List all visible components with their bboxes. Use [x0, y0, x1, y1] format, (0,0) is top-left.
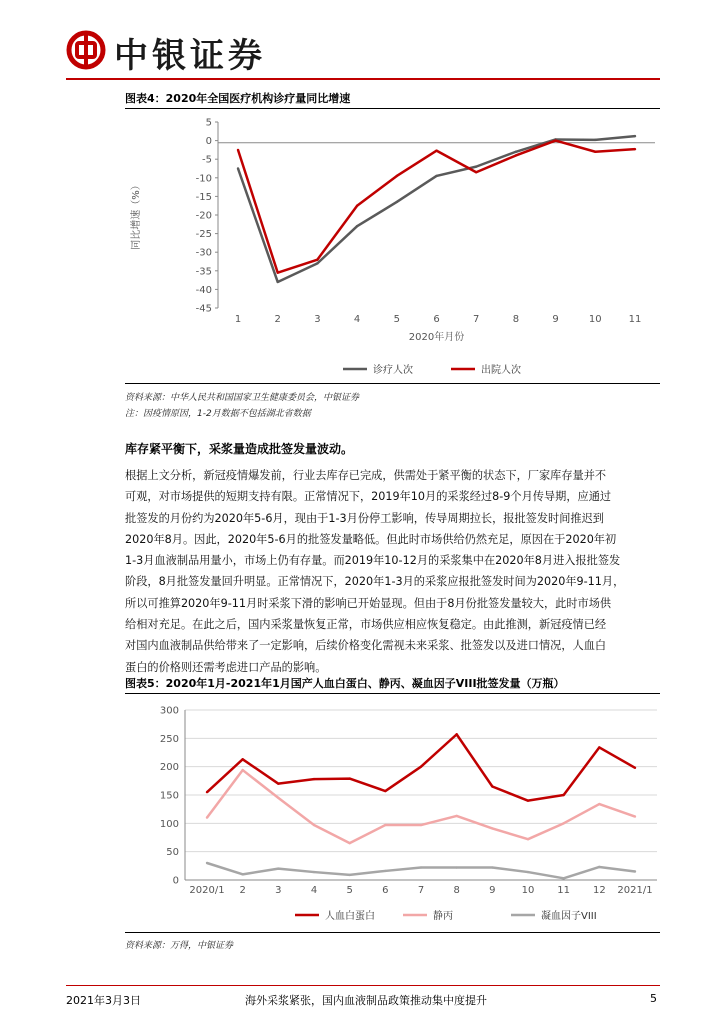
data-point: [241, 769, 243, 771]
legend-label: 凝血因子VIII: [541, 911, 597, 922]
y-tick-label: 0: [205, 136, 212, 148]
x-tick-label: 8: [512, 314, 520, 325]
y-tick-label: -40: [195, 284, 212, 296]
y-tick-label: -35: [195, 266, 212, 278]
data-point: [475, 171, 477, 173]
series-line-1: [238, 141, 635, 273]
x-tick-label: 2: [274, 314, 281, 325]
x-tick-label: 7: [417, 885, 425, 896]
data-point: [313, 778, 315, 780]
data-point: [475, 165, 477, 167]
x-tick-label: 6: [433, 314, 440, 325]
chart5-bottom-rule: [125, 932, 660, 933]
data-point: [527, 871, 529, 873]
data-point: [313, 824, 315, 826]
data-point: [634, 148, 636, 150]
data-point: [515, 151, 517, 153]
bank-logo: [66, 30, 106, 70]
data-point: [277, 797, 279, 799]
footer-report-title: 海外采浆紧张，国内血液制品政策推动集中度提升: [245, 994, 487, 1007]
data-point: [491, 827, 493, 829]
paragraph-line: 根据上文分析，新冠疫情爆发前，行业去库存已完成，供需处于紧平衡的状态下，厂家库存量并不: [125, 469, 607, 482]
x-tick-label: 2020/1: [189, 885, 225, 896]
data-point: [562, 877, 564, 879]
data-point: [277, 271, 279, 273]
x-tick-label: 3: [275, 885, 282, 896]
data-point: [206, 862, 208, 864]
data-point: [277, 782, 279, 784]
data-point: [348, 874, 350, 876]
y-tick-label: -15: [195, 191, 212, 203]
chart5-svg: [125, 697, 665, 932]
chart5-title: 图表5：2020年1月-2021年1月国产人血白蛋白、静丙、凝血因子VIII批签发量（万瓶）: [125, 677, 565, 690]
data-point: [277, 867, 279, 869]
y-tick-label: -10: [195, 173, 212, 185]
data-point: [455, 815, 457, 817]
data-point: [420, 824, 422, 826]
y-tick-label: -45: [195, 303, 212, 315]
y-tick-label: 0: [172, 875, 179, 887]
data-point: [237, 167, 239, 169]
y-tick-label: 50: [166, 847, 179, 859]
x-tick-label: 11: [628, 314, 642, 325]
data-point: [491, 866, 493, 868]
paragraph-line: 蛋白的价格则还需考虑进口产品的影响。: [125, 660, 327, 674]
data-point: [634, 815, 636, 817]
section-heading: 库存紧平衡下，采浆量造成批签发量波动。: [125, 442, 354, 456]
chart5-source: 资料来源：万得，中银证券: [125, 941, 234, 951]
paragraph-line: 阶段，8月批签发量回升明显。正常情况下，2020年1-3月的采浆应报批签发时间为2020年9-11月，: [125, 575, 625, 589]
x-tick-label: 3: [314, 314, 321, 325]
company-name: 中银证券: [114, 36, 266, 76]
data-point: [527, 799, 529, 801]
x-tick-label: 5: [393, 314, 400, 325]
data-point: [594, 139, 596, 141]
data-point: [396, 175, 398, 177]
data-point: [396, 201, 398, 203]
x-tick-label: 4: [353, 314, 361, 325]
x-tick-label: 12: [592, 885, 606, 896]
y-tick-label: -5: [202, 154, 212, 166]
data-point: [527, 838, 529, 840]
y-tick-label: 250: [159, 733, 179, 745]
x-tick-label: 10: [588, 314, 602, 325]
data-point: [435, 175, 437, 177]
x-tick-label: 9: [489, 885, 496, 896]
x-tick-label: 6: [382, 885, 389, 896]
y-tick-label: -20: [195, 210, 212, 222]
x-axis-title: 2020年月份: [408, 332, 465, 343]
x-tick-label: 7: [473, 314, 480, 325]
data-point: [313, 871, 315, 873]
data-point: [356, 205, 358, 207]
data-point: [206, 791, 208, 793]
footer-date: 2021年3月3日: [66, 994, 141, 1007]
data-point: [384, 870, 386, 872]
paragraph-line: 批签发的月份约为2020年5-6月，现由于1-3月份停工影响，传导周期拉长，报批签发时间推迟到: [125, 511, 604, 525]
series-line-2: [207, 863, 635, 878]
x-tick-label: 2021/1: [617, 885, 653, 896]
paragraph-line: 1-3月血液制品用量小，市场上仍有存量。而2019年10-12月的采浆集中在2020年8月进入报批签发: [125, 554, 621, 568]
data-point: [594, 151, 596, 153]
data-point: [237, 149, 239, 151]
chart4-source: 资料来源：中华人民共和国国家卫生健康委员会，中银证券: [125, 393, 360, 403]
legend-label: 人血白蛋白: [325, 911, 375, 922]
paragraph-line: 可观，对市场提供的短期支持有限。正常情况下，2019年10月的采浆经过8-9个月传导期，应通过: [125, 490, 612, 504]
x-tick-label: 2: [239, 885, 246, 896]
data-point: [348, 777, 350, 779]
data-point: [348, 842, 350, 844]
data-point: [420, 866, 422, 868]
data-point: [598, 746, 600, 748]
data-point: [241, 758, 243, 760]
paragraph-line: 对国内血液制品供给带来了一定影响，后续价格变化需视未来采浆、批签发以及进口情况，人血白: [125, 639, 607, 653]
data-point: [384, 790, 386, 792]
series-line-1: [207, 770, 635, 843]
chart4-title: 图表4：2020年全国医疗机构诊疗量同比增速: [125, 92, 351, 105]
x-tick-label: 10: [521, 885, 535, 896]
section-paragraph: [125, 465, 660, 678]
data-point: [634, 870, 636, 872]
chart4-title-rule: [125, 108, 660, 109]
data-point: [634, 135, 636, 137]
data-point: [598, 866, 600, 868]
data-point: [598, 803, 600, 805]
legend-label: 静丙: [433, 911, 453, 922]
series-line-0: [238, 136, 635, 282]
data-point: [206, 816, 208, 818]
chart5-title-rule: [125, 693, 660, 694]
x-tick-label: 9: [552, 314, 559, 325]
header-divider: [66, 78, 660, 80]
y-tick-label: -30: [195, 247, 212, 259]
data-point: [562, 794, 564, 796]
y-tick-label: 300: [159, 705, 179, 717]
data-point: [455, 866, 457, 868]
data-point: [554, 139, 556, 141]
data-point: [356, 225, 358, 227]
data-point: [455, 733, 457, 735]
data-point: [420, 765, 422, 767]
data-point: [562, 822, 564, 824]
data-point: [435, 149, 437, 151]
data-point: [316, 258, 318, 260]
footer-page-number: 5: [650, 992, 657, 1005]
data-point: [384, 824, 386, 826]
bank-of-china-logo-icon: [66, 30, 106, 70]
x-tick-label: 8: [453, 885, 460, 896]
y-tick-label: 150: [159, 790, 179, 802]
y-axis-title: 同比增速（%）: [131, 180, 142, 250]
data-point: [634, 767, 636, 769]
x-tick-label: 11: [557, 885, 571, 896]
footer-divider: [66, 985, 660, 986]
paragraph-line: 给相对充足。在此之后，国内采浆量恢复正常，市场供应相应恢复稳定。由此推测，新冠疫情已经: [125, 618, 607, 632]
x-tick-label: 5: [346, 885, 353, 896]
chart4-bottom-rule: [125, 383, 660, 384]
data-point: [241, 873, 243, 875]
legend-label: 诊疗人次: [373, 365, 413, 376]
data-point: [491, 785, 493, 787]
chart4-svg: [125, 112, 665, 387]
y-tick-label: 5: [205, 117, 212, 129]
legend-label: 出院人次: [481, 365, 521, 376]
data-point: [515, 154, 517, 156]
y-tick-label: 200: [159, 762, 179, 774]
y-tick-label: -25: [195, 229, 212, 241]
paragraph-line: 2020年8月。因此，2020年5-6月的批签发量略低。但此时市场供给仍然充足，原因在于2020年初: [125, 532, 617, 546]
x-tick-label: 4: [310, 885, 318, 896]
data-point: [277, 281, 279, 283]
paragraph-line: 所以可推算2020年9-11月时采浆下滑的影响已开始显现。但由于8月份批签发量较大，此时市场供: [125, 596, 612, 610]
x-tick-label: 1: [234, 314, 242, 325]
data-point: [316, 262, 318, 264]
y-tick-label: 100: [159, 818, 179, 830]
chart4-note: 注：因疫情原因，1-2月数据不包括湖北省数据: [125, 409, 311, 419]
